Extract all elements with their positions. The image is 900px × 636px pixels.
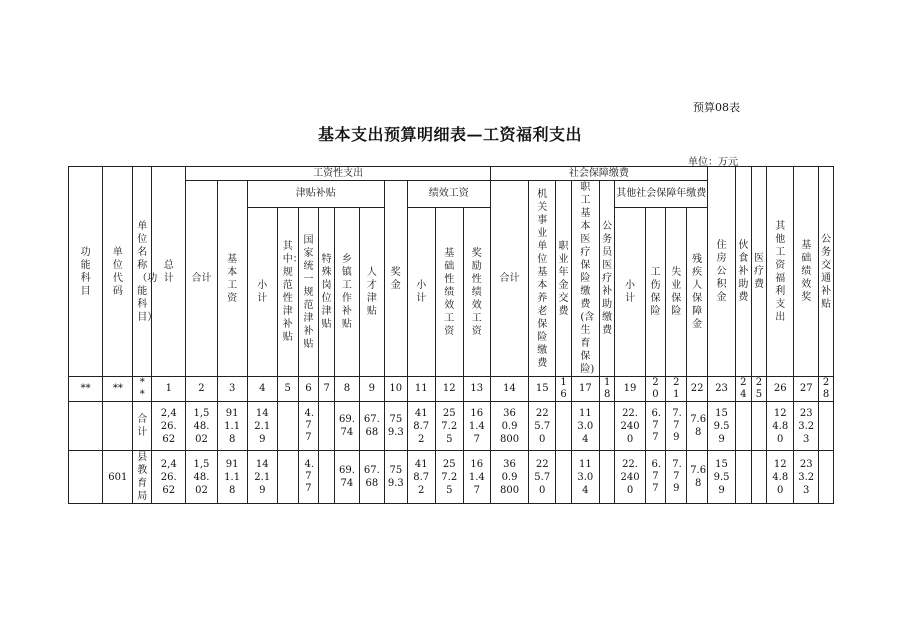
cell-value	[217, 451, 247, 504]
index-cell: 7	[319, 377, 335, 402]
cell-text: 161.47	[468, 458, 485, 496]
cell-value	[319, 402, 335, 451]
cell-text: 乡镇工作补贴	[341, 254, 352, 331]
cell-text: 911.18	[224, 407, 241, 445]
cell-value	[571, 451, 599, 504]
cell-value	[334, 402, 359, 451]
cell-text: 7.79	[672, 459, 682, 494]
cell-text: 124.80	[772, 407, 789, 445]
cell-value	[615, 402, 645, 451]
index-cell: 17	[571, 377, 599, 402]
header-wage-group: 工资性支出	[186, 167, 490, 181]
cell-text: 21	[673, 377, 680, 400]
cell-value	[298, 451, 319, 504]
cell-value	[599, 451, 615, 504]
header-allow-std	[277, 208, 303, 377]
index-cell: 12	[435, 377, 463, 402]
cell-value	[556, 451, 572, 504]
cell-value	[359, 402, 384, 451]
cell-text: 233.23	[798, 407, 815, 445]
index-cell: 4	[247, 377, 277, 402]
cell-name	[133, 451, 152, 504]
cell-text: 人才津贴	[366, 267, 377, 318]
cell-text: 911.18	[224, 458, 241, 496]
cell-text: 418.72	[413, 458, 430, 496]
cell-text: 失业保险	[671, 267, 682, 318]
cell-value	[384, 402, 407, 451]
cell-value	[463, 402, 490, 451]
cell-value	[666, 451, 687, 504]
cell-text: 机关事业单位基本养老保险缴费	[537, 188, 548, 369]
cell-text: 159.59	[713, 407, 730, 445]
cell-text: 225.70	[534, 407, 551, 445]
index-cell: 1	[152, 377, 186, 402]
cell-text: 16	[560, 377, 567, 400]
index-cell: 14	[490, 377, 528, 402]
cell-text: 县教育局	[137, 452, 148, 502]
cell-value	[247, 402, 277, 451]
cell-text: 4.77	[304, 459, 315, 494]
index-cell: 22	[687, 377, 708, 402]
header-total	[152, 167, 186, 377]
cell-value	[751, 402, 767, 451]
cell-text: 其他工资福利支出	[775, 220, 786, 323]
header-unit-code	[103, 167, 133, 377]
cell-text: 基本工资	[227, 253, 238, 304]
cell-value	[708, 402, 736, 451]
index-cell: 23	[708, 377, 736, 402]
cell-value	[794, 402, 819, 451]
cell-code	[103, 451, 133, 504]
cell-text: 2,426.62	[160, 458, 177, 496]
index-cell: 5	[277, 377, 298, 402]
cell-value	[687, 402, 708, 451]
cell-value	[186, 451, 217, 504]
cell-text: 7.79	[672, 408, 682, 443]
cell-value	[736, 451, 752, 504]
header-unemployment	[666, 208, 687, 377]
header-social-group: 社会保障缴费	[490, 167, 707, 181]
cell-text: 161.47	[468, 407, 485, 445]
cell-text: 小计	[257, 280, 268, 305]
index-cell: **	[103, 377, 133, 402]
cell-text: 7.68	[690, 414, 707, 438]
cell-value	[407, 451, 435, 504]
header-other-subtotal	[615, 208, 645, 377]
header-medical	[571, 181, 599, 377]
cell-text: 257.25	[441, 407, 458, 445]
cell-value	[407, 402, 435, 451]
cell-text: 国家统一规范津补贴	[303, 234, 314, 350]
index-cell: **	[69, 377, 103, 402]
header-perf-reward	[463, 208, 490, 377]
header-perf-subtotal	[407, 208, 435, 377]
header-pension	[529, 181, 556, 377]
header-basic-wage	[217, 181, 247, 377]
cell-text: 7.68	[690, 465, 707, 489]
index-cell: 2	[186, 377, 217, 402]
cell-text: 28	[822, 377, 830, 400]
cell-value	[186, 402, 217, 451]
cell-text: 特殊岗位津贴	[321, 254, 332, 331]
header-meal	[736, 167, 752, 377]
cell-text: 4.77	[304, 408, 315, 443]
index-cell: 19	[615, 377, 645, 402]
cell-value	[751, 451, 767, 504]
cell-text: 奖金	[390, 266, 401, 291]
index-cell: 27	[794, 377, 819, 402]
cell-text: 小计	[416, 280, 427, 305]
cell-func	[69, 402, 103, 451]
cell-text: 142.19	[254, 458, 271, 496]
header-social-total: 合计	[490, 181, 528, 377]
cell-value	[334, 451, 359, 504]
cell-text: 公务交通补贴	[821, 233, 832, 310]
cell-text: 公务员医疗补助缴费	[602, 221, 613, 336]
budget-table	[68, 166, 834, 504]
header-other-social-group: 其他社会保障年缴费	[615, 181, 708, 208]
cell-text: 233.23	[798, 458, 815, 496]
cell-text: 69.74	[338, 465, 355, 489]
cell-value	[529, 402, 556, 451]
cell-text: 医疗费	[753, 253, 764, 290]
cell-value	[571, 402, 599, 451]
index-cell	[736, 377, 752, 402]
header-unit-name	[133, 167, 158, 377]
index-cell: 6	[298, 377, 319, 402]
cell-text: 22.2400	[620, 407, 640, 445]
cell-value	[666, 402, 687, 451]
cell-text: 小计	[625, 280, 636, 305]
cell-text: 奖励性绩效工资	[471, 247, 482, 337]
cell-text: 伙食补助费	[738, 240, 749, 303]
unit-label: 单位：万元	[688, 157, 738, 168]
cell-text: 67.68	[363, 414, 380, 438]
cell-text: 25	[755, 377, 763, 400]
cell-text: 2,426.62	[160, 407, 177, 445]
index-cell: 11	[407, 377, 435, 402]
cell-text: 159.59	[713, 458, 730, 496]
cell-value	[217, 402, 247, 451]
cell-text: 职业年金交费	[558, 240, 569, 317]
cell-text: 418.72	[413, 407, 430, 445]
index-cell: 8	[334, 377, 359, 402]
cell-text: 总计	[163, 259, 174, 284]
cell-code	[103, 402, 133, 451]
cell-text: 单位名称（功能科目）	[137, 220, 158, 323]
cell-text: 1,548.02	[193, 458, 210, 496]
cell-text: 单位代码	[112, 246, 123, 297]
header-bonus	[384, 181, 407, 377]
cell-text: 257.25	[441, 458, 458, 496]
header-transport	[819, 167, 834, 377]
cell-total	[152, 451, 186, 504]
header-med-fee	[751, 167, 767, 377]
cell-value	[794, 451, 819, 504]
cell-value	[490, 451, 528, 504]
cell-value	[708, 451, 736, 504]
index-cell: 13	[463, 377, 490, 402]
cell-value	[645, 451, 666, 504]
cell-text: 18	[603, 377, 611, 400]
cell-text: 6.77	[651, 459, 662, 494]
cell-value	[298, 402, 319, 451]
cell-text: 225.70	[534, 458, 551, 496]
cell-value	[384, 451, 407, 504]
cell-value	[435, 451, 463, 504]
cell-text: 合计	[137, 414, 148, 438]
cell-func	[69, 451, 103, 504]
cell-text: 职工基本医疗保险缴费(含生育保险)	[580, 182, 595, 375]
header-annuity	[556, 181, 572, 377]
cell-text: 功能科目	[80, 246, 91, 297]
header-civil-medical	[599, 181, 615, 377]
cell-text: 124.80	[772, 458, 789, 496]
cell-text: 360.9800	[499, 458, 520, 496]
cell-text: 6.77	[651, 408, 662, 443]
cell-value	[319, 451, 335, 504]
cell-value	[277, 402, 298, 451]
cell-text: 601	[108, 471, 128, 483]
index-cell: 15	[529, 377, 556, 402]
form-number: 预算08表	[693, 101, 740, 114]
cell-text: 基础绩效奖	[801, 240, 812, 303]
cell-value	[599, 402, 615, 451]
cell-text: 142.19	[254, 407, 271, 445]
table-row-education-bureau	[69, 451, 834, 504]
header-allow-special	[319, 208, 335, 377]
index-cell: 3	[217, 377, 247, 402]
cell-value	[435, 402, 463, 451]
index-cell	[556, 377, 572, 402]
cell-text: 22.2400	[620, 458, 640, 496]
cell-value	[529, 451, 556, 504]
cell-text: 69.74	[338, 414, 355, 438]
cell-text: 住房公积金	[716, 240, 727, 303]
cell-value	[463, 451, 490, 504]
cell-value	[736, 402, 752, 451]
cell-name	[133, 402, 152, 451]
cell-total	[152, 402, 186, 451]
cell-text: 360.9800	[499, 407, 520, 445]
cell-value	[767, 451, 794, 504]
cell-value	[687, 451, 708, 504]
header-housing	[708, 167, 736, 377]
cell-text: 113.04	[577, 407, 594, 445]
cell-text: 工伤保险	[650, 267, 661, 318]
header-perf-group: 绩效工资	[407, 181, 490, 208]
header-wage-total: 合计	[186, 181, 217, 377]
header-func-subject	[69, 167, 103, 377]
index-cell	[645, 377, 666, 402]
cell-text: 759.3	[387, 465, 404, 489]
cell-text: **	[139, 377, 145, 400]
index-cell: 9	[359, 377, 384, 402]
cell-text: 其中：规范性津补贴	[282, 241, 303, 344]
index-cell	[819, 377, 834, 402]
index-cell: 10	[384, 377, 407, 402]
index-cell: 26	[767, 377, 794, 402]
cell-text: 24	[740, 377, 747, 400]
header-basic-perf-award	[794, 167, 819, 377]
cell-text: 113.04	[577, 458, 594, 496]
index-cell	[751, 377, 767, 402]
cell-value	[819, 451, 834, 504]
cell-value	[277, 451, 298, 504]
cell-text: 残疾人保障金	[692, 254, 703, 331]
cell-text: 20	[652, 377, 659, 400]
cell-value	[615, 451, 645, 504]
cell-text: 67.68	[363, 465, 380, 489]
page-title: 基本支出预算明细表—工资福利支出	[317, 125, 582, 144]
cell-text: 基础性绩效工资	[444, 247, 455, 337]
cell-value	[359, 451, 384, 504]
header-perf-basic	[435, 208, 463, 377]
header-allow-talent	[359, 208, 384, 377]
header-disability	[687, 208, 708, 377]
header-other-welfare	[767, 167, 794, 377]
cell-value	[645, 402, 666, 451]
index-cell	[599, 377, 615, 402]
cell-value	[490, 402, 528, 451]
cell-value	[556, 402, 572, 451]
index-cell	[133, 377, 152, 402]
cell-text: 759.3	[387, 414, 404, 438]
header-allowance-group: 津贴补贴	[247, 181, 384, 208]
header-injury	[645, 208, 666, 377]
index-cell	[666, 377, 687, 402]
cell-text: 1,548.02	[193, 407, 210, 445]
header-allow-township	[334, 208, 359, 377]
cell-value	[819, 402, 834, 451]
table-row-total	[69, 402, 834, 451]
index-row	[69, 377, 834, 402]
header-allow-national	[298, 208, 319, 377]
cell-value	[247, 451, 277, 504]
cell-value	[767, 402, 794, 451]
header-allow-subtotal	[247, 208, 277, 377]
